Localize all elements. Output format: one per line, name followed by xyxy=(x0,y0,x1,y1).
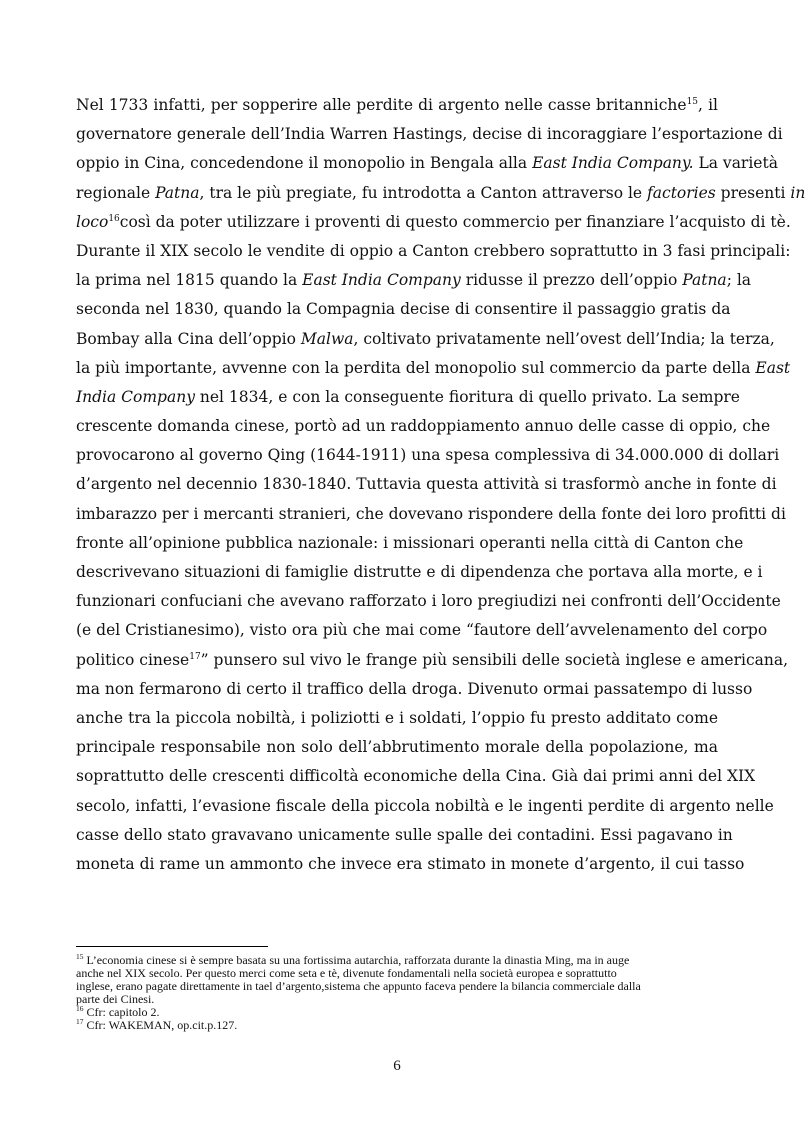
text-line: descrivevano situazioni di famiglie distrutte e di dipendenza che portava alla morte, e i xyxy=(76,563,763,581)
text-line: moneta di rame un ammonto che invece era stimato in monete d’argento, il cui tasso xyxy=(76,854,745,873)
text-line: la prima nel 1815 quando la East India Company ridusse il prezzo dell’oppio Patna; la xyxy=(76,271,752,290)
text-line: secolo, infatti, l’evasione fiscale della piccola nobiltà e le ingenti perdite di argento nelle xyxy=(76,796,774,815)
text-line: (e del Cristianesimo), visto ora più che mai come “fautore dell’avvelenamento del corpo xyxy=(76,621,768,640)
page-number: 6 xyxy=(393,1058,401,1074)
footnote-ref-17[interactable]: 17 xyxy=(189,651,201,662)
text-line: governatore generale dell’India Warren Hastings, decise di incoraggiare l’esportazione di xyxy=(76,125,783,144)
body-paragraph xyxy=(76,91,805,879)
text-line: loco$^{16}$così da poter utilizzare i proventi di questo commercio per finanziare l’acquisto di tè. xyxy=(76,212,791,231)
footnote-16: $^{16}$ Cfr: capitolo 2. xyxy=(76,1004,160,1019)
footnote-15: $^{15}$ L’economia cinese si è sempre basata su una fortissima autarchia, rafforzata durante la dinastia Ming, ma in auge xyxy=(76,952,630,967)
text-line: Durante il XIX secolo le vendite di oppio a Canton crebbero soprattutto in 3 fasi principali: xyxy=(76,241,791,260)
text-line: provocarono al governo Qing (1644-1911) una spesa complessiva di 34.000.000 di dollari xyxy=(76,446,780,465)
text-line: d’argento nel decennio 1830-1840. Tuttavia questa attività si trasformò anche in fonte di xyxy=(76,475,777,494)
text-line: Nel 1733 infatti, per sopperire alle perdite di argento nelle casse britanniche$^{15}$, il xyxy=(76,96,718,114)
text-line: anche tra la piccola nobiltà, i poliziotti e i soldati, l’oppio fu presto additato come xyxy=(76,708,718,727)
text-line: regionale Patna, tra le più pregiate, fu introdotta a Canton attraverso le factories presenti in xyxy=(76,183,805,202)
text-line: oppio in Cina, concedendone il monopolio in Bengala alla East India Company. La varietà xyxy=(76,154,778,173)
text-line: crescente domanda cinese, portò ad un raddoppiamento annuo delle casse di oppio, che xyxy=(76,417,771,436)
text-line: politico cinese$^{17}$” punsero sul vivo le frange più sensibili delle società inglese e americana, xyxy=(76,650,789,669)
text-line: la più importante, avvenne con la perdita del monopolio sul commercio da parte della East xyxy=(76,358,791,377)
footnote-ref-15[interactable]: 15 xyxy=(686,96,699,107)
footnote-15-line: inglese, erano pagate direttamente in tael d’argento,sistema che appunto faceva pendere la bilancia commerciale dalla xyxy=(76,979,641,993)
text-line: funzionari confuciani che avevano rafforzato i loro pregiudizi nei confronti dell’Occidente xyxy=(76,592,781,611)
text-line: soprattutto delle crescenti difficoltà economiche della Cina. Già dai primi anni del XIX xyxy=(76,767,756,786)
footnote-15-line: anche nel XIX secolo. Per questo merci come seta e tè, divenute fondamentali nella società europea e soprattutto xyxy=(76,966,617,980)
footnote-17: $^{17}$ Cfr: WAKEMAN, op.cit.p.127. xyxy=(76,1017,238,1032)
footnote-mark: 15 xyxy=(76,952,84,961)
text-line: seconda nel 1830, quando la Compagnia decise di consentire il passaggio gratis da xyxy=(76,300,731,319)
text-line: principale responsabile non solo dell’abbrutimento morale della popolazione, ma xyxy=(76,738,718,757)
text-line: Bombay alla Cina dell’oppio Malwa, coltivato privatamente nell’ovest dell’India; la terza, xyxy=(76,329,775,348)
footnote-15-line: parte dei Cinesi. xyxy=(76,992,155,1006)
footnote-ref-16[interactable]: 16 xyxy=(108,213,120,224)
text-line: ma non fermarono di certo il traffico della droga. Divenuto ormai passatempo di lusso xyxy=(76,679,753,698)
text-line: fronte all’opinione pubblica nazionale: i missionari operanti nella città di Canton che xyxy=(76,533,744,552)
text-line: imbarazzo per i mercanti stranieri, che dovevano rispondere della fonte dei loro profitti di xyxy=(76,504,786,523)
footnotes xyxy=(76,954,720,1032)
text-line: India Company nel 1834, e con la conseguente fioritura di quello privato. La sempre xyxy=(76,387,740,406)
footnote-mark: 17 xyxy=(76,1017,84,1026)
footnote-separator xyxy=(76,946,268,947)
footnote-mark: 16 xyxy=(76,1004,84,1013)
text-line: casse dello stato gravavano unicamente sulle spalle dei contadini. Essi pagavano in xyxy=(76,825,733,844)
